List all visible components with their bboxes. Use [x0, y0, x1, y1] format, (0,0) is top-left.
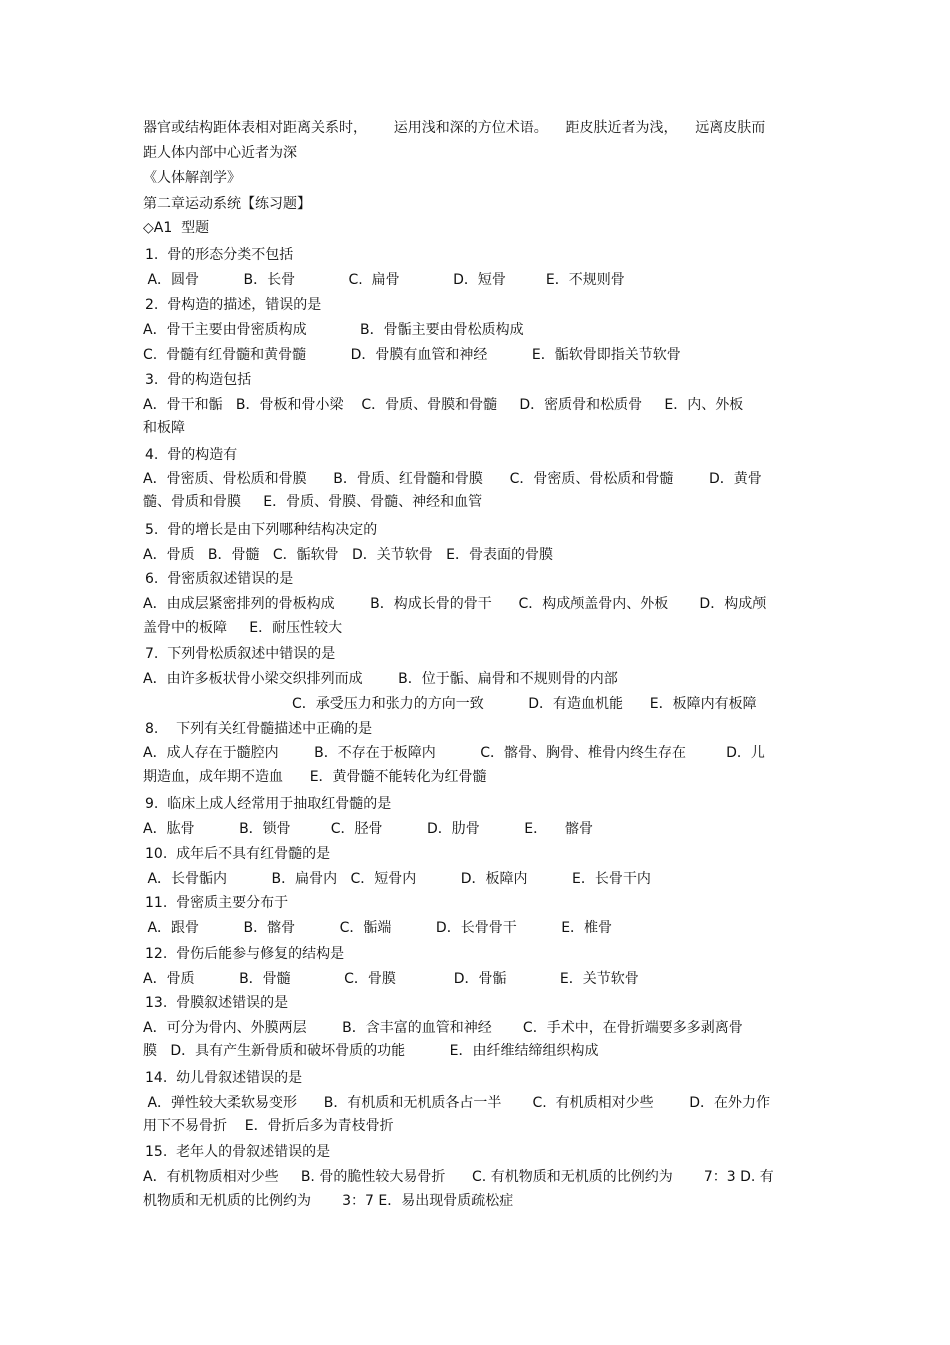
question-stem: 7. 下列骨松质叙述中错误的是 [145, 646, 336, 662]
question-type-heading: ◇A1 型题 [143, 220, 210, 236]
question-options: A．成人存在于髓腔内 B．不存在于板障内 C．髂骨、胸骨、椎骨内终生存在 D．儿 [143, 745, 765, 761]
question-options: A．由许多板状骨小梁交织排列而成 B．位于骺、扁骨和不规则骨的内部 [143, 671, 618, 687]
question-options: 髓、骨质和骨膜 E．骨质、骨膜、骨髓、神经和血管 [143, 494, 483, 510]
question-options: A．长骨骺内 B．扁骨内 C．短骨内 D．板障内 E．长骨干内 [143, 871, 651, 887]
question-options: A．骨干主要由骨密质构成 B．骨骺主要由骨松质构成 [143, 322, 524, 338]
intro-line: 器官或结构距体表相对距离关系时， 运用浅和深的方位术语。 距皮肤近者为浅， 远离皮肤而 [143, 120, 766, 136]
question-stem: 5. 骨的增长是由下列哪种结构决定的 [145, 522, 378, 538]
question-stem: 9. 临床上成人经常用于抽取红骨髓的是 [145, 796, 392, 812]
question-stem: 1. 骨的形态分类不包括 [145, 247, 294, 263]
question-options: C．承受压力和张力的方向一致 D．有造血机能 E．板障内有板障 [292, 696, 757, 712]
question-stem: 6. 骨密质叙述错误的是 [145, 571, 294, 587]
question-stem: 15. 老年人的骨叙述错误的是 [145, 1144, 331, 1160]
question-options: A．弹性较大柔软易变形 B．有机质和无机质各占一半 C. 有机质相对少些 D．在外力作 [143, 1095, 770, 1111]
question-stem: 14. 幼儿骨叙述错误的是 [145, 1070, 303, 1086]
question-options: 盖骨中的板障 E．耐压性较大 [143, 620, 343, 636]
chapter-title: 第二章运动系统【练习题】 [143, 196, 311, 212]
intro-line: 距人体内部中心近者为深 [143, 145, 297, 161]
question-stem: 3. 骨的构造包括 [145, 372, 252, 388]
question-options: A．由成层紧密排列的骨板构成 B．构成长骨的骨干 C．构成颅盖骨内、外板 D．构成颅 [143, 596, 767, 612]
question-options: A．圆骨 B．长骨 C. 扁骨 D．短骨 E．不规则骨 [143, 272, 625, 288]
question-options: 机物质和无机质的比例约为 3：7 E．易出现骨质疏松症 [143, 1193, 514, 1209]
question-options: A．骨干和骺 B．骨板和骨小梁 C．骨质、骨膜和骨髓 D．密质骨和松质骨 E．内、外板 [143, 397, 744, 413]
question-options: A．可分为骨内、外膜两层 B．含丰富的血管和神经 C．手术中，在骨折端要多多剥离骨 [143, 1020, 743, 1036]
question-stem: 4. 骨的构造有 [145, 447, 238, 463]
question-options: A．骨密质、骨松质和骨膜 B．骨质、红骨髓和骨膜 C．骨密质、骨松质和骨髓 D．黄骨 [143, 471, 762, 487]
question-stem: 8. 下列有关红骨髓描述中正确的是 [145, 721, 373, 737]
question-options: A．肱骨 B．锁骨 C．胫骨 D．肋骨 E． 髂骨 [143, 821, 593, 837]
question-options: A．有机物质相对少些 B. 骨的脆性较大易骨折 C. 有机物质和无机质的比例约为 7：3 D. 有 [143, 1169, 774, 1185]
question-stem: 12. 骨伤后能参与修复的结构是 [145, 946, 345, 962]
question-stem: 13. 骨膜叙述错误的是 [145, 995, 289, 1011]
question-options: 和板障 [143, 420, 185, 436]
question-options: A．跟骨 B．髂骨 C．骺端 D．长骨骨干 E．椎骨 [143, 920, 613, 936]
book-title: 《人体解剖学》 [143, 170, 241, 186]
question-stem: 2. 骨构造的描述，错误的是 [145, 297, 322, 313]
question-options: C. 骨髓有红骨髓和黄骨髓 D．骨膜有血管和神经 E．骺软骨即指关节软骨 [143, 347, 681, 363]
question-options: 膜 D．具有产生新骨质和破坏骨质的功能 E．由纤维结缔组织构成 [143, 1043, 599, 1059]
question-options: A．骨质 B．骨髓 C．骺软骨 D．关节软骨 E．骨表面的骨膜 [143, 547, 553, 563]
question-options: 用下不易骨折 E．骨折后多为青枝骨折 [143, 1118, 394, 1134]
question-options: 期造血，成年期不造血 E．黄骨髓不能转化为红骨髓 [143, 769, 487, 785]
question-options: A．骨质 B．骨髓 C．骨膜 D．骨骺 E．关节软骨 [143, 971, 639, 987]
question-stem: 10. 成年后不具有红骨髓的是 [145, 846, 331, 862]
question-stem: 11. 骨密质主要分布于 [145, 895, 289, 911]
